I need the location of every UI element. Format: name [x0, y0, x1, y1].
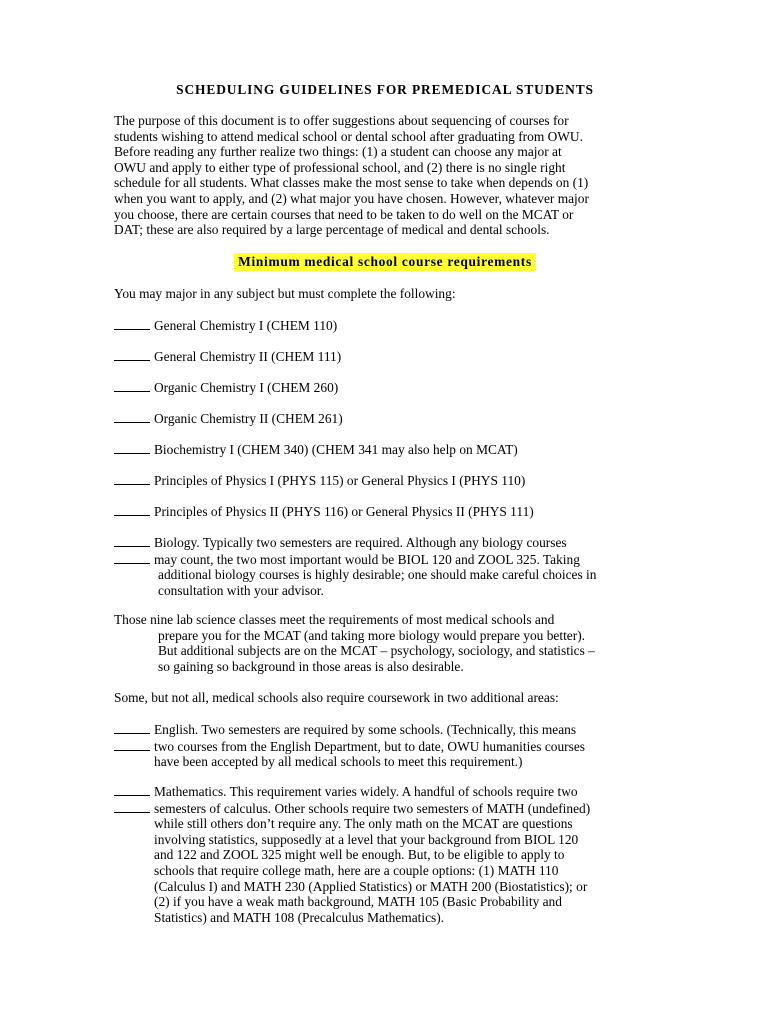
- lab-science-line: prepare you for the MCAT (and taking more biology would prepare you better).: [158, 627, 586, 643]
- course-item: [114, 472, 674, 489]
- intro-line: Before reading any further realize two things: (1) a student can choose any major at: [114, 144, 562, 160]
- biology-requirement: [114, 534, 674, 598]
- course-item: [114, 317, 674, 334]
- math-line: and 122 and ZOOL 325 might well be enough. But, to be eligible to apply to: [154, 847, 565, 863]
- intro-line: The purpose of this document is to offer suggestions about sequencing of courses for: [114, 113, 569, 128]
- intro-line: students wishing to attend medical school or dental school after graduating from OWU.: [114, 128, 583, 144]
- intro-line: you choose, there are certain courses that need to be taken to do well on the MCAT or: [114, 206, 574, 222]
- math-line: Statistics) and MATH 108 (Precalculus Mathematics).: [154, 909, 445, 925]
- math-line: (Calculus I) and MATH 230 (Applied Statistics) or MATH 200 (Biostatistics); or: [154, 878, 588, 894]
- checkbox-blank[interactable]: [114, 317, 150, 330]
- checkbox-blank[interactable]: [114, 348, 150, 361]
- biology-line: Biology. Typically two semesters are required. Although any biology courses: [154, 535, 567, 550]
- english-line: English. Two semesters are required by some schools. (Technically, this means: [154, 722, 577, 737]
- course-label: Organic Chemistry I (CHEM 260): [154, 380, 339, 395]
- math-line: (2) if you have a weak math background, MATH 105 (Basic Probability and: [154, 894, 562, 910]
- math-line: semesters of calculus. Other schools require two semesters of MATH (undefined): [154, 800, 591, 816]
- biology-line: consultation with your advisor.: [158, 582, 324, 598]
- math-line: involving statistics, supposedly at a level that your background from BIOL 120: [154, 831, 579, 847]
- additional-areas-text: Some, but not all, medical schools also require coursework in two additional areas:: [114, 690, 559, 705]
- course-label: General Chemistry I (CHEM 110): [154, 318, 338, 333]
- intro-line: DAT; these are also required by a large percentage of medical and dental schools.: [114, 222, 550, 238]
- english-line: two courses from the English Department, but to date, OWU humanities courses: [154, 738, 586, 754]
- math-line: schools that require college math, here are a couple options: (1) MATH 110: [154, 862, 559, 878]
- lab-science-line: so gaining so background in those areas is also desirable.: [158, 658, 464, 674]
- course-label: Organic Chemistry II (CHEM 261): [154, 411, 343, 426]
- intro-line: schedule for all students. What classes make the most sense to take when depends on (1): [114, 175, 589, 191]
- intro-line: when you want to apply, and (2) what major you have chosen. However, whatever major: [114, 190, 589, 206]
- checkbox-blank[interactable]: [114, 800, 150, 813]
- checkbox-blank[interactable]: [114, 738, 150, 751]
- math-line: while still others don’t require any. The only math on the MCAT are questions: [154, 816, 573, 832]
- english-requirement: [114, 721, 674, 770]
- english-line: have been accepted by all medical schools to meet this requirement.): [154, 754, 523, 770]
- checkbox-blank[interactable]: [114, 379, 150, 392]
- page-title: SCHEDULING GUIDELINES FOR PREMEDICAL STUDENTS: [176, 82, 594, 97]
- course-label: General Chemistry II (CHEM 111): [154, 349, 342, 364]
- course-label: Principles of Physics I (PHYS 115) or General Physics I (PHYS 110): [154, 473, 526, 488]
- checkbox-blank[interactable]: [114, 410, 150, 423]
- math-requirement: [114, 783, 674, 925]
- checkbox-blank[interactable]: [114, 783, 150, 796]
- biology-line: may count, the two most important would be BIOL 120 and ZOOL 325. Taking: [154, 551, 580, 567]
- section-heading: Minimum medical school course requirements: [234, 253, 536, 271]
- intro-paragraph: [114, 113, 662, 238]
- checkbox-blank[interactable]: [114, 503, 150, 516]
- checkbox-blank[interactable]: [114, 551, 150, 564]
- checkbox-blank[interactable]: [114, 721, 150, 734]
- math-line: Mathematics. This requirement varies widely. A handful of schools require two: [154, 784, 578, 799]
- lab-science-line: Those nine lab science classes meet the requirements of most medical schools and: [114, 612, 555, 627]
- lab-science-paragraph: [114, 612, 674, 674]
- checkbox-blank[interactable]: [114, 472, 150, 485]
- intro-line: OWU and apply to either type of professional school, and (2) there is no single right: [114, 159, 566, 175]
- course-label: Biochemistry I (CHEM 340) (CHEM 341 may also help on MCAT): [154, 442, 518, 457]
- course-item: [114, 503, 674, 520]
- section-heading-wrap: [0, 253, 770, 271]
- checkbox-blank[interactable]: [114, 441, 150, 454]
- course-label: Principles of Physics II (PHYS 116) or General Physics II (PHYS 111): [154, 504, 534, 519]
- course-item: [114, 410, 674, 427]
- biology-line: additional biology courses is highly desirable; one should make careful choices in: [158, 567, 597, 583]
- checkbox-blank[interactable]: [114, 534, 150, 547]
- lab-science-line: But additional subjects are on the MCAT – psychology, sociology, and statistics –: [158, 643, 595, 659]
- course-item: [114, 379, 674, 396]
- course-item: [114, 441, 674, 458]
- lead-in-text: You may major in any subject but must complete the following:: [114, 286, 456, 301]
- course-item: [114, 348, 674, 365]
